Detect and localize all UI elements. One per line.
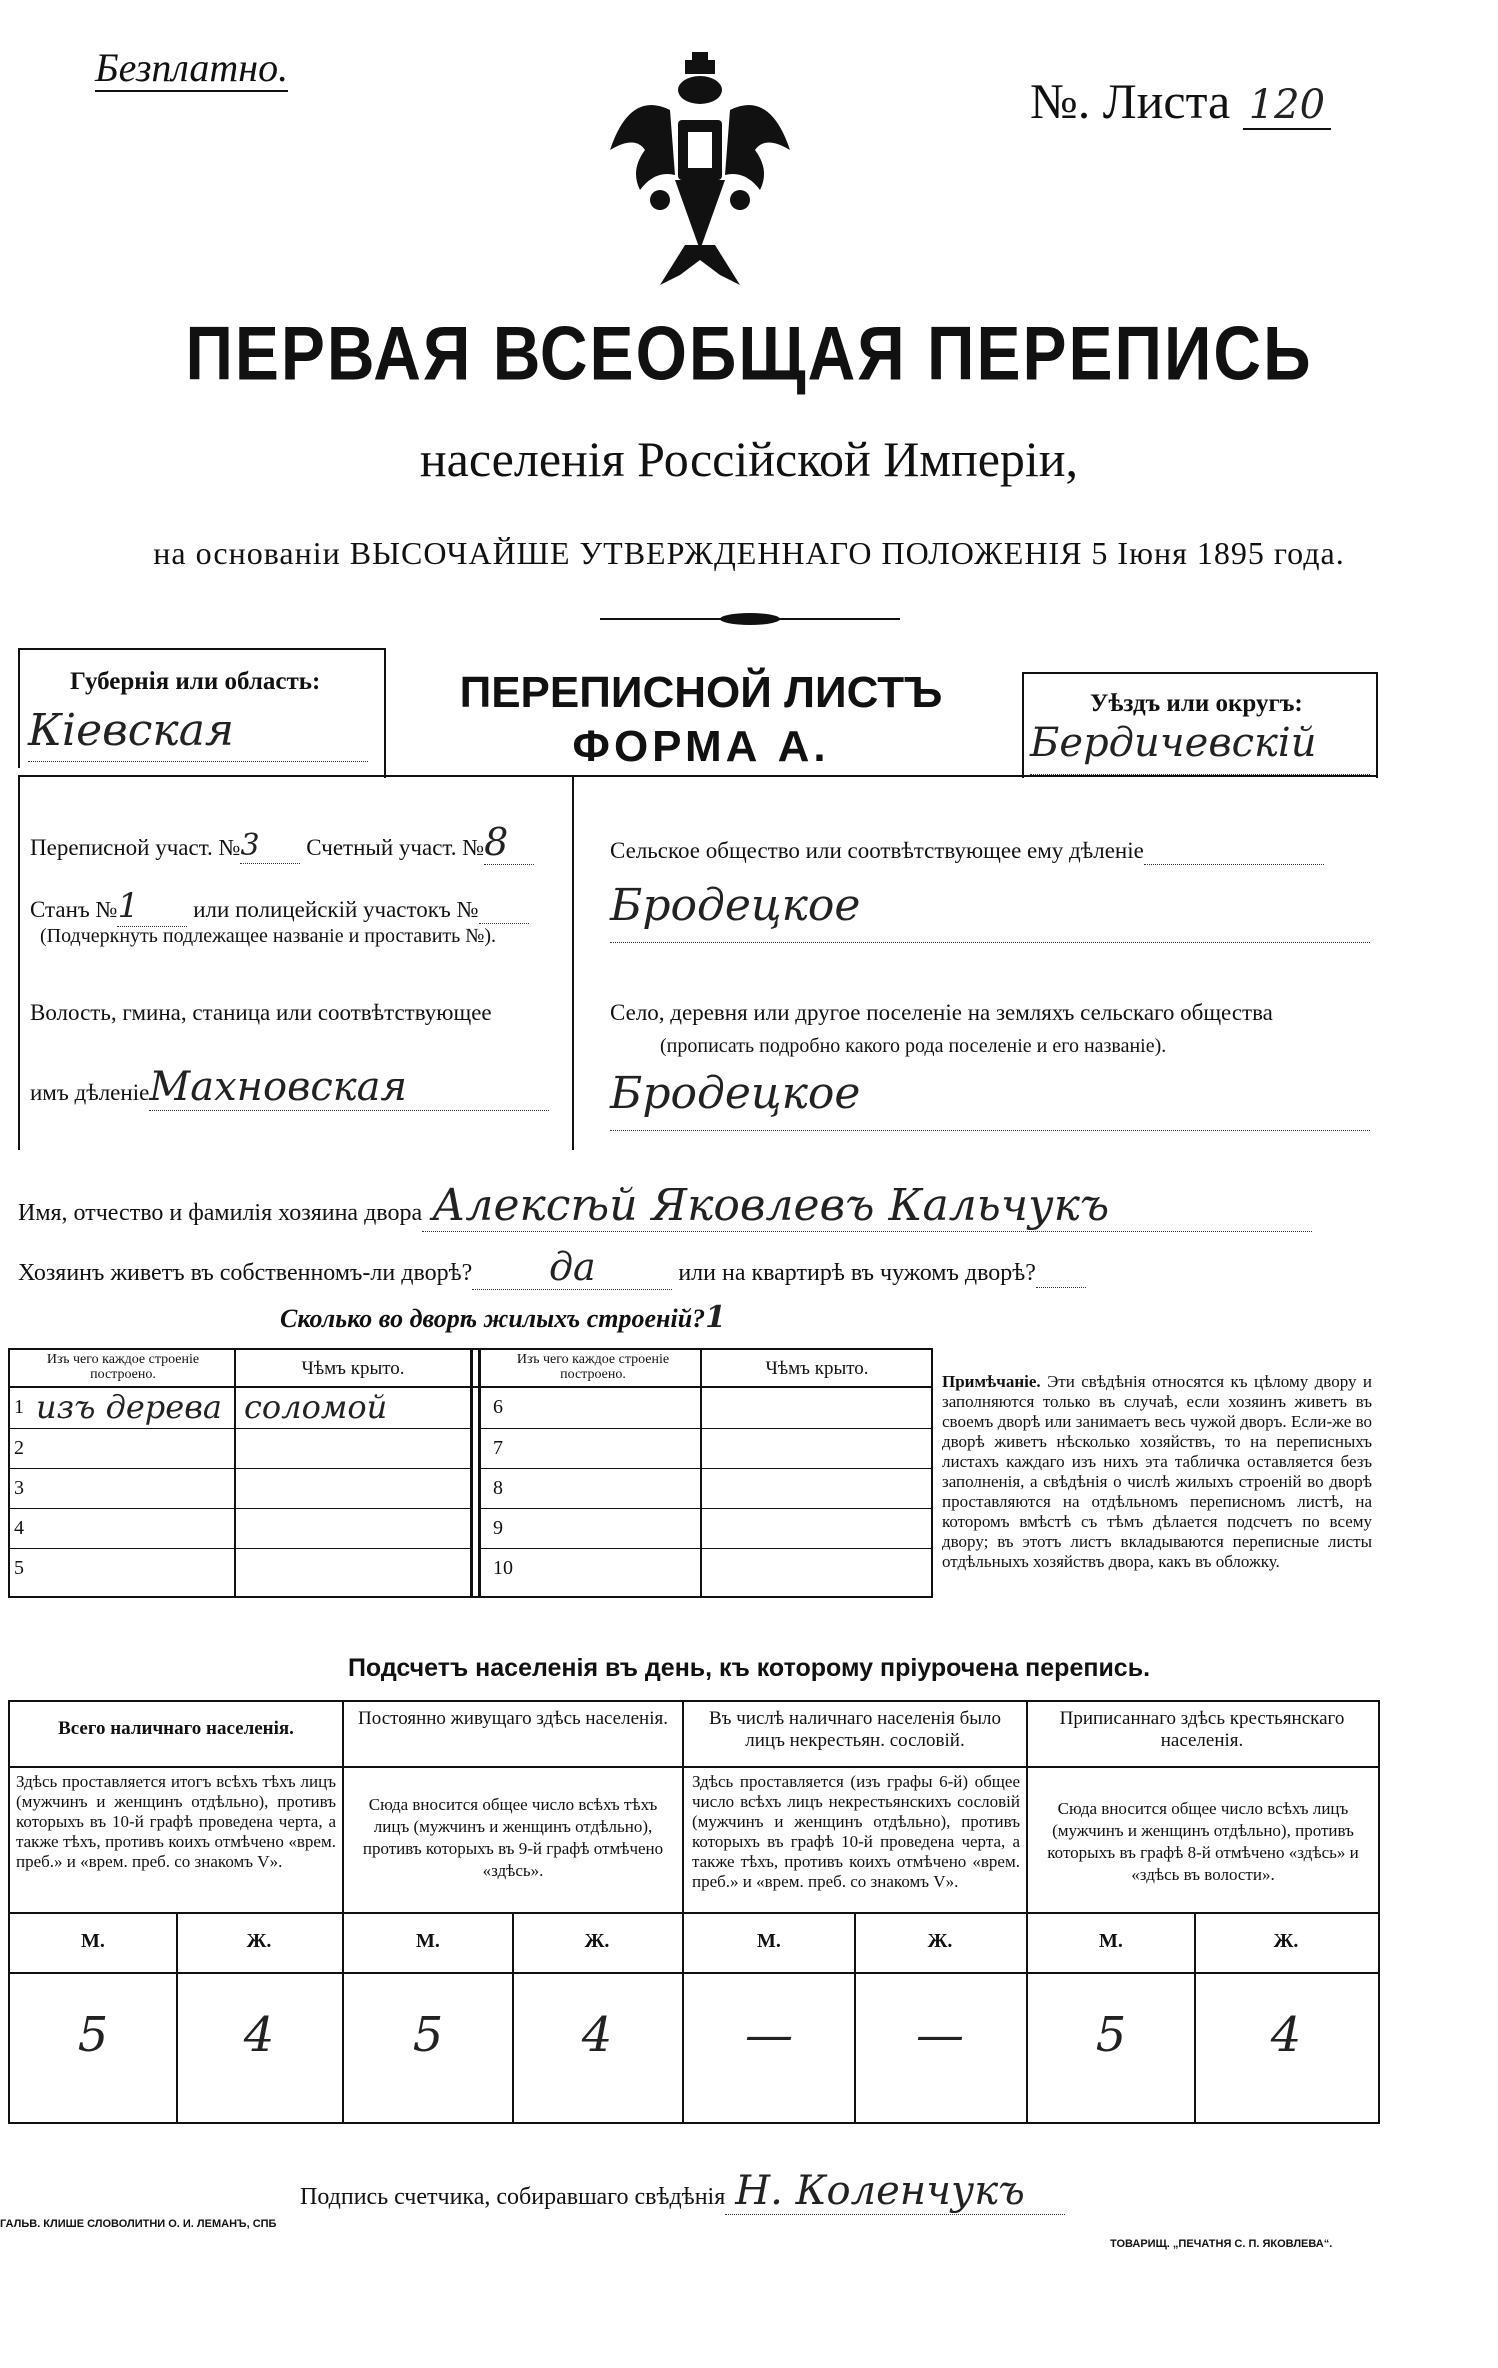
ornament-divider bbox=[600, 612, 900, 626]
count-1-m: 5 bbox=[77, 2007, 109, 2063]
table-row: 8 bbox=[481, 1469, 931, 1509]
m-label: М. bbox=[757, 1930, 781, 1952]
gubernia-value: Кіевская bbox=[28, 705, 368, 762]
selo-value: Бродецкое bbox=[610, 1068, 1370, 1131]
m-label: М. bbox=[81, 1930, 105, 1952]
own-yard-field: Хозяинъ живетъ въ собственномъ-ли дворѣ? да или на квартирѣ въ чужомъ дворѣ? bbox=[18, 1245, 1086, 1290]
material-col-header-2: Изъ чего каждое строеніе построено. bbox=[516, 1352, 670, 1382]
count-col-1-title: Всего наличнаго населенія. bbox=[58, 1718, 294, 1739]
table-row: 1 изъ дерева соломой bbox=[8, 1388, 470, 1429]
signature-field: Подпись счетчика, собиравшаго свѣдѣнія Н. Коленчукъ bbox=[300, 2168, 1065, 2215]
count-4-f: 4 bbox=[1270, 2007, 1302, 2063]
footnote: Примѣчаніе. Эти свѣдѣнія относятся къ цѣлому двору и заполняются только въ случаѣ, если хозяинъ живетъ въ своемъ дворѣ или занимаетъ весь чужой дворъ. Если-же во дворѣ живетъ нѣсколько хозяйствъ, то на переписныхъ листахъ каждаго изъ нихъ эта табличка оставляется безъ заполненія, а свѣдѣнія о числѣ жилыхъ строеній во дворѣ проставляются на отдѣльномъ переписномъ листѣ, на которомъ вмѣстѣ съ тѣмъ дѣлается подсчетъ по всему двору; въ этотъ листъ вкладываются переписные листы отдѣльныхъ хозяйствъ двора, какъ въ обложку. bbox=[942, 1372, 1372, 1571]
count-col-3-title: Въ числѣ наличнаго населенія было лицъ некрестьян. сословій. bbox=[708, 1708, 1002, 1751]
count-1-f: 4 bbox=[243, 2007, 275, 2063]
count-4-m: 5 bbox=[1095, 2007, 1127, 2063]
table-row: 3 bbox=[8, 1469, 470, 1509]
document-subtitle: населенія Россійской Имперіи, bbox=[419, 431, 1079, 487]
volost-field: имъ дѣленіеМахновская bbox=[30, 1064, 549, 1111]
buildings-rows-right bbox=[481, 1388, 931, 1588]
obshchestvo-label: Сельское общество или соотвѣтствующее ему дѣленіе bbox=[610, 838, 1324, 865]
table-row: 6 bbox=[481, 1388, 931, 1429]
count-col-3-desc: Здѣсь проставляется (изъ графы 6-й) общее число всѣхъ лицъ некрестьянскихъ сословій (мужчинъ и женщинъ отдѣльно), противъ которыхъ въ графѣ 10-й проведена черта, а также тѣхъ, противъ коихъ отмѣчено «врем. преб.» и «врем. преб. со знакомъ V». bbox=[692, 1772, 1020, 1891]
uezd-label: Уѣздъ или округъ: bbox=[1090, 690, 1303, 717]
count-col-4-title: Приписаннаго здѣсь крестьянскаго населенія. bbox=[1059, 1708, 1345, 1751]
count-col-1-desc: Здѣсь проставляется итогъ всѣхъ тѣхъ лицъ (мужчинъ и женщинъ отдѣльно), противъ которыхъ въ 10-й графѣ проведена черта, а также тѣхъ, противъ коихъ отмѣчено «врем. преб.» и «врем. преб. со знакомъ V». bbox=[16, 1772, 336, 1871]
m-label: М. bbox=[416, 1930, 440, 1952]
table-row: 7 bbox=[481, 1429, 931, 1469]
underline-note: (Подчеркнуть подлежащее названіе и проставить №). bbox=[40, 925, 496, 947]
volost-label: Волость, гмина, станица или соотвѣтствующее bbox=[30, 1000, 492, 1025]
table-row: 2 bbox=[8, 1429, 470, 1469]
printer-right: ТОВАРИЩ. „ПЕЧАТНЯ С. П. ЯКОВЛЕВА“. bbox=[1110, 2238, 1333, 2250]
f-label: Ж. bbox=[927, 1930, 953, 1952]
m-label: М. bbox=[1099, 1930, 1123, 1952]
basis-line: на основаніи ВЫСОЧАЙШЕ УТВЕРЖДЕННАГО ПОЛОЖЕНІЯ 5 Іюня 1895 года. bbox=[153, 535, 1345, 571]
count-2-m: 5 bbox=[412, 2007, 444, 2063]
obshchestvo-value: Бродецкое bbox=[610, 880, 1370, 943]
roof-col-header: Чѣмъ крыто. bbox=[301, 1358, 405, 1379]
count-col-2-desc: Сюда вносится общее число всѣхъ тѣхъ лицъ (мужчинъ и женщинъ отдѣльно), противъ которыхъ въ 9-й графѣ отмѣчено «здѣсь». bbox=[362, 1795, 664, 1880]
buildings-count-field: Сколько во дворѣ жилыхъ строеній?1 bbox=[280, 1300, 727, 1335]
population-count-table bbox=[8, 1700, 1380, 2124]
table-row: 9 bbox=[481, 1509, 931, 1549]
stan-field: Станъ №1 или полицейскій участокъ № bbox=[30, 886, 529, 927]
count-3-m: — bbox=[745, 2007, 793, 2063]
count-heading: Подсчетъ населенія въ день, къ которому пріурочена перепись. bbox=[347, 1654, 1151, 1682]
selo-label: Село, деревня или другое поселеніе на земляхъ сельскаго общества bbox=[610, 1000, 1273, 1025]
material-col-header: Изъ чего каждое строеніе построено. bbox=[46, 1352, 200, 1382]
count-col-2-title: Постоянно живущаго здѣсь населенія. bbox=[358, 1708, 668, 1729]
selo-note: (прописать подробно какого рода поселеніе и его названіе). bbox=[660, 1035, 1167, 1057]
owner-name-field: Имя, отчество и фамилія хозяина двора Алексѣй Яковлевъ Кальчукъ bbox=[18, 1180, 1312, 1232]
form-title: ПЕРЕПИСНОЙ ЛИСТЪ bbox=[459, 668, 943, 717]
count-col-4-desc: Сюда вносится общее число всѣхъ лицъ (мужчинъ и женщинъ отдѣльно), противъ которыхъ въ графѣ 8-й отмѣчено «здѣсь» и «здѣсь въ волости». bbox=[1047, 1799, 1359, 1884]
count-3-f: — bbox=[916, 2007, 964, 2063]
sheet-number: №. Листа 120 bbox=[1030, 72, 1331, 130]
table-row: 10 bbox=[493, 1557, 513, 1579]
uezd-value: Бердичевскій bbox=[1030, 720, 1370, 775]
f-label: Ж. bbox=[584, 1930, 610, 1952]
buildings-table bbox=[8, 1348, 933, 1598]
table-row: 5 bbox=[14, 1557, 24, 1579]
f-label: Ж. bbox=[1273, 1930, 1299, 1952]
f-label: Ж. bbox=[246, 1930, 272, 1952]
roof-col-header-2: Чѣмъ крыто. bbox=[765, 1358, 869, 1379]
sheet-number-value: 120 bbox=[1243, 82, 1331, 130]
document-title: ПЕРВАЯ ВСЕОБЩАЯ ПЕРЕПИСЬ bbox=[185, 310, 1313, 396]
gubernia-label: Губернія или область: bbox=[70, 668, 321, 695]
form-name: ФОРМА А. bbox=[572, 722, 830, 771]
buildings-rows-left bbox=[8, 1388, 470, 1588]
table-row: 4 bbox=[8, 1509, 470, 1549]
printer-left: ГАЛЬВ. КЛИШЕ СЛОВОЛИТНИ О. И. ЛЕМАНЪ, СПБ bbox=[0, 2218, 277, 2230]
perepis-uchast: Переписной участ. №3 Счетный участ. №8 bbox=[30, 820, 534, 865]
free-label: Безплатно. bbox=[95, 45, 289, 90]
count-2-f: 4 bbox=[581, 2007, 613, 2063]
coat-of-arms-emblem bbox=[600, 50, 800, 290]
